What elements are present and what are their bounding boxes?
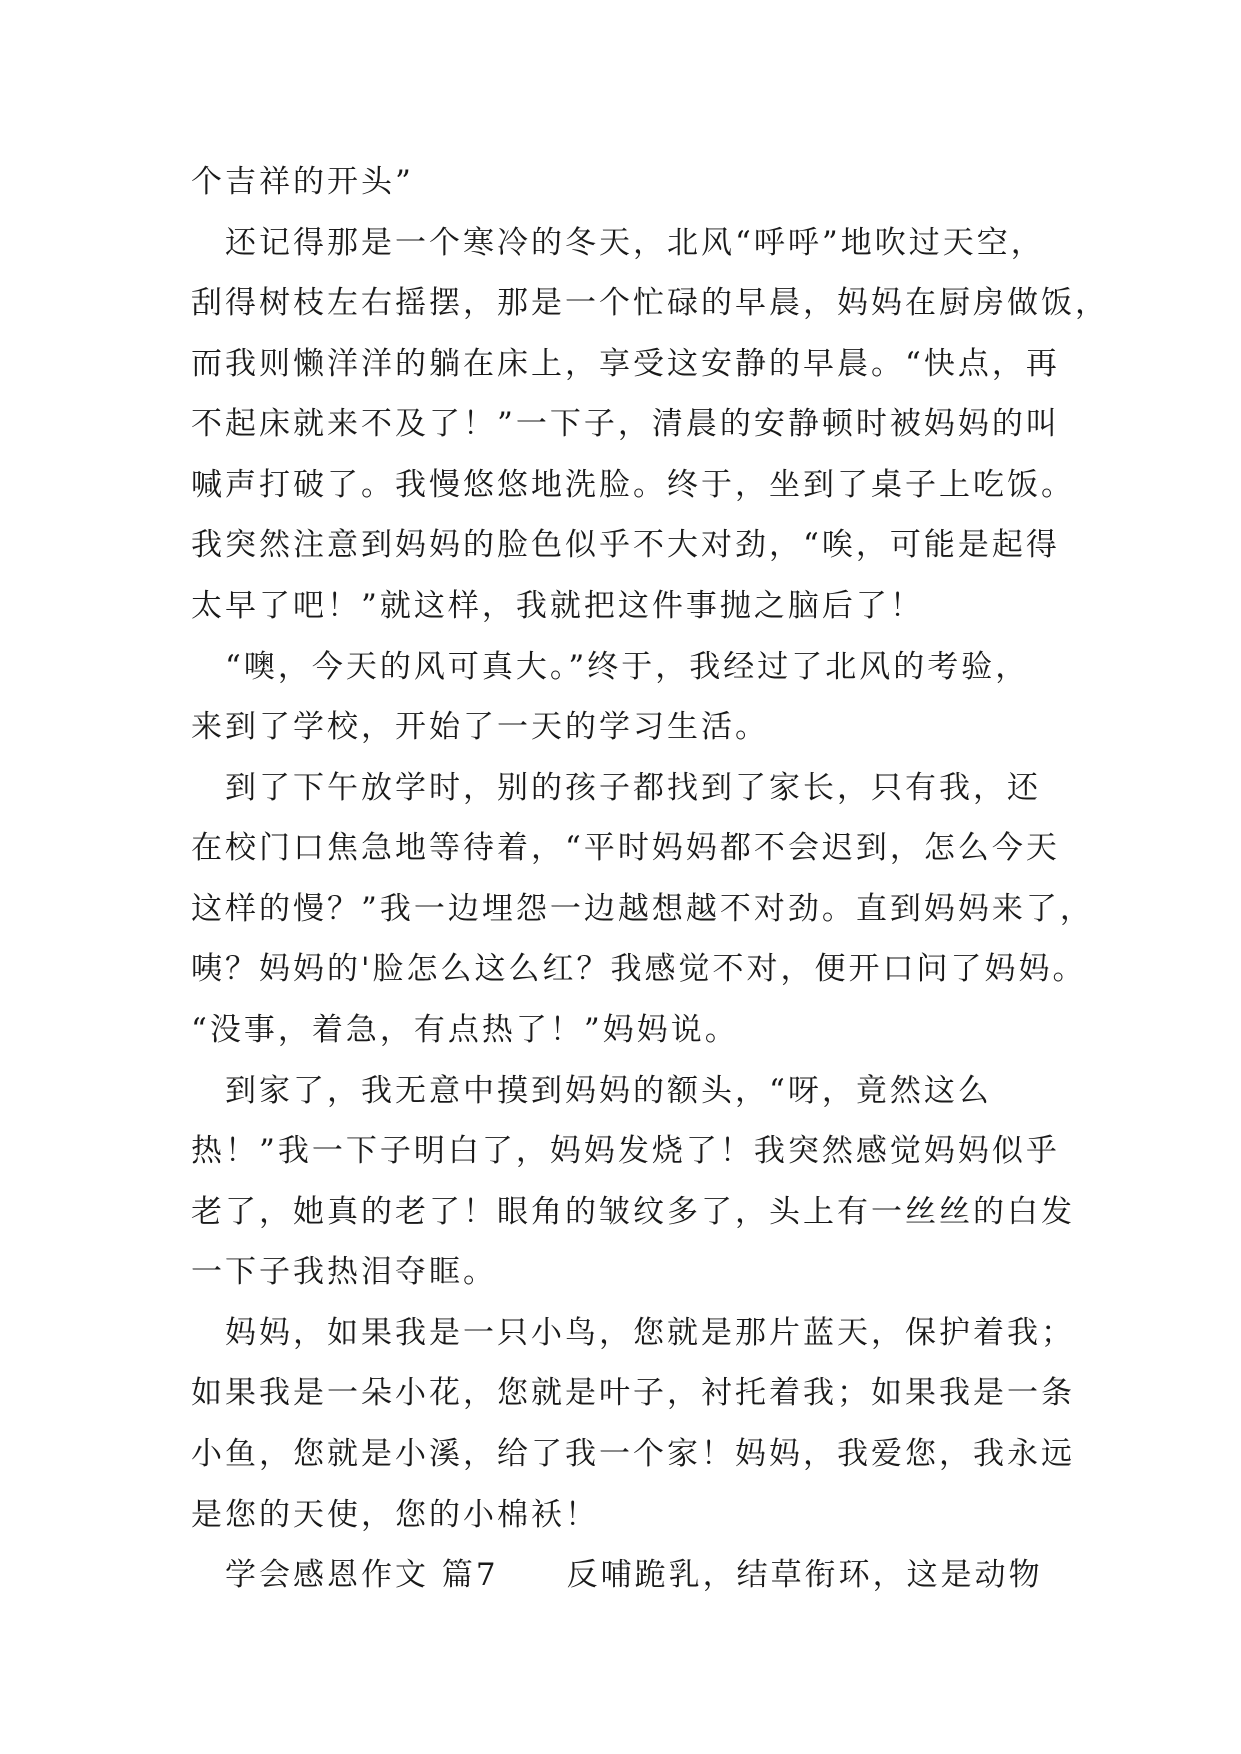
text-line-19: 一下子我热泪夺眶。 <box>191 1254 497 1290</box>
text-line-17: 热！”我一下子明白了，妈妈发烧了！我突然感觉妈妈似乎 <box>191 1133 1060 1169</box>
text-line-3: 刮得树枝左右摇摆，那是一个忙碌的早晨，妈妈在厨房做饭， <box>191 285 1109 321</box>
text-line-14: 咦？妈妈的'脸怎么这么红？我感觉不对，便开口问了妈妈。 <box>191 951 1087 987</box>
text-line-12: 在校门口焦急地等待着，“平时妈妈都不会迟到，怎么今天 <box>191 830 1060 866</box>
text-line-10: 来到了学校，开始了一天的学习生活。 <box>191 709 769 745</box>
text-line-15: “没事，着急，有点热了！”妈妈说。 <box>191 1012 739 1048</box>
text-line-13: 这样的慢？”我一边埋怨一边越想越不对劲。直到妈妈来了， <box>191 891 1094 927</box>
text-line-22: 小鱼，您就是小溪，给了我一个家！妈妈，我爱您，我永远 <box>191 1436 1075 1472</box>
text-line-8: 太早了吧！”就这样，我就把这件事抛之脑后了！ <box>191 588 924 624</box>
text-line-20: 妈妈，如果我是一只小鸟，您就是那片蓝天，保护着我； <box>191 1315 1075 1351</box>
text-line-24: 学会感恩作文 篇7 反哺跪乳，结草衔环，这是动物 <box>191 1557 1043 1593</box>
text-line-16: 到家了，我无意中摸到妈妈的额头，“呀，竟然这么 <box>191 1073 992 1109</box>
text-line-1: 个吉祥的开头” <box>191 164 414 200</box>
text-line-23: 是您的天使，您的小棉袄！ <box>191 1497 599 1533</box>
text-line-18: 老了，她真的老了！眼角的皱纹多了，头上有一丝丝的白发 <box>191 1194 1075 1230</box>
text-line-4: 而我则懒洋洋的躺在床上，享受这安静的早晨。“快点，再 <box>191 346 1060 382</box>
text-line-6: 喊声打破了。我慢悠悠地洗脸。终于，坐到了桌子上吃饭。 <box>191 467 1075 503</box>
text-line-11: 到了下午放学时，别的孩子都找到了家长，只有我，还 <box>191 770 1041 806</box>
text-line-21: 如果我是一朵小花，您就是叶子，衬托着我；如果我是一条 <box>191 1375 1075 1411</box>
text-line-9: “噢，今天的风可真大。”终于，我经过了北风的考验， <box>191 649 1030 685</box>
text-line-7: 我突然注意到妈妈的脸色似乎不大对劲，“唉，可能是起得 <box>191 527 1060 563</box>
text-line-5: 不起床就来不及了！”一下子，清晨的安静顿时被妈妈的叫 <box>191 406 1060 442</box>
text-line-2: 还记得那是一个寒冷的冬天，北风“呼呼”地吹过天空， <box>191 225 1045 261</box>
